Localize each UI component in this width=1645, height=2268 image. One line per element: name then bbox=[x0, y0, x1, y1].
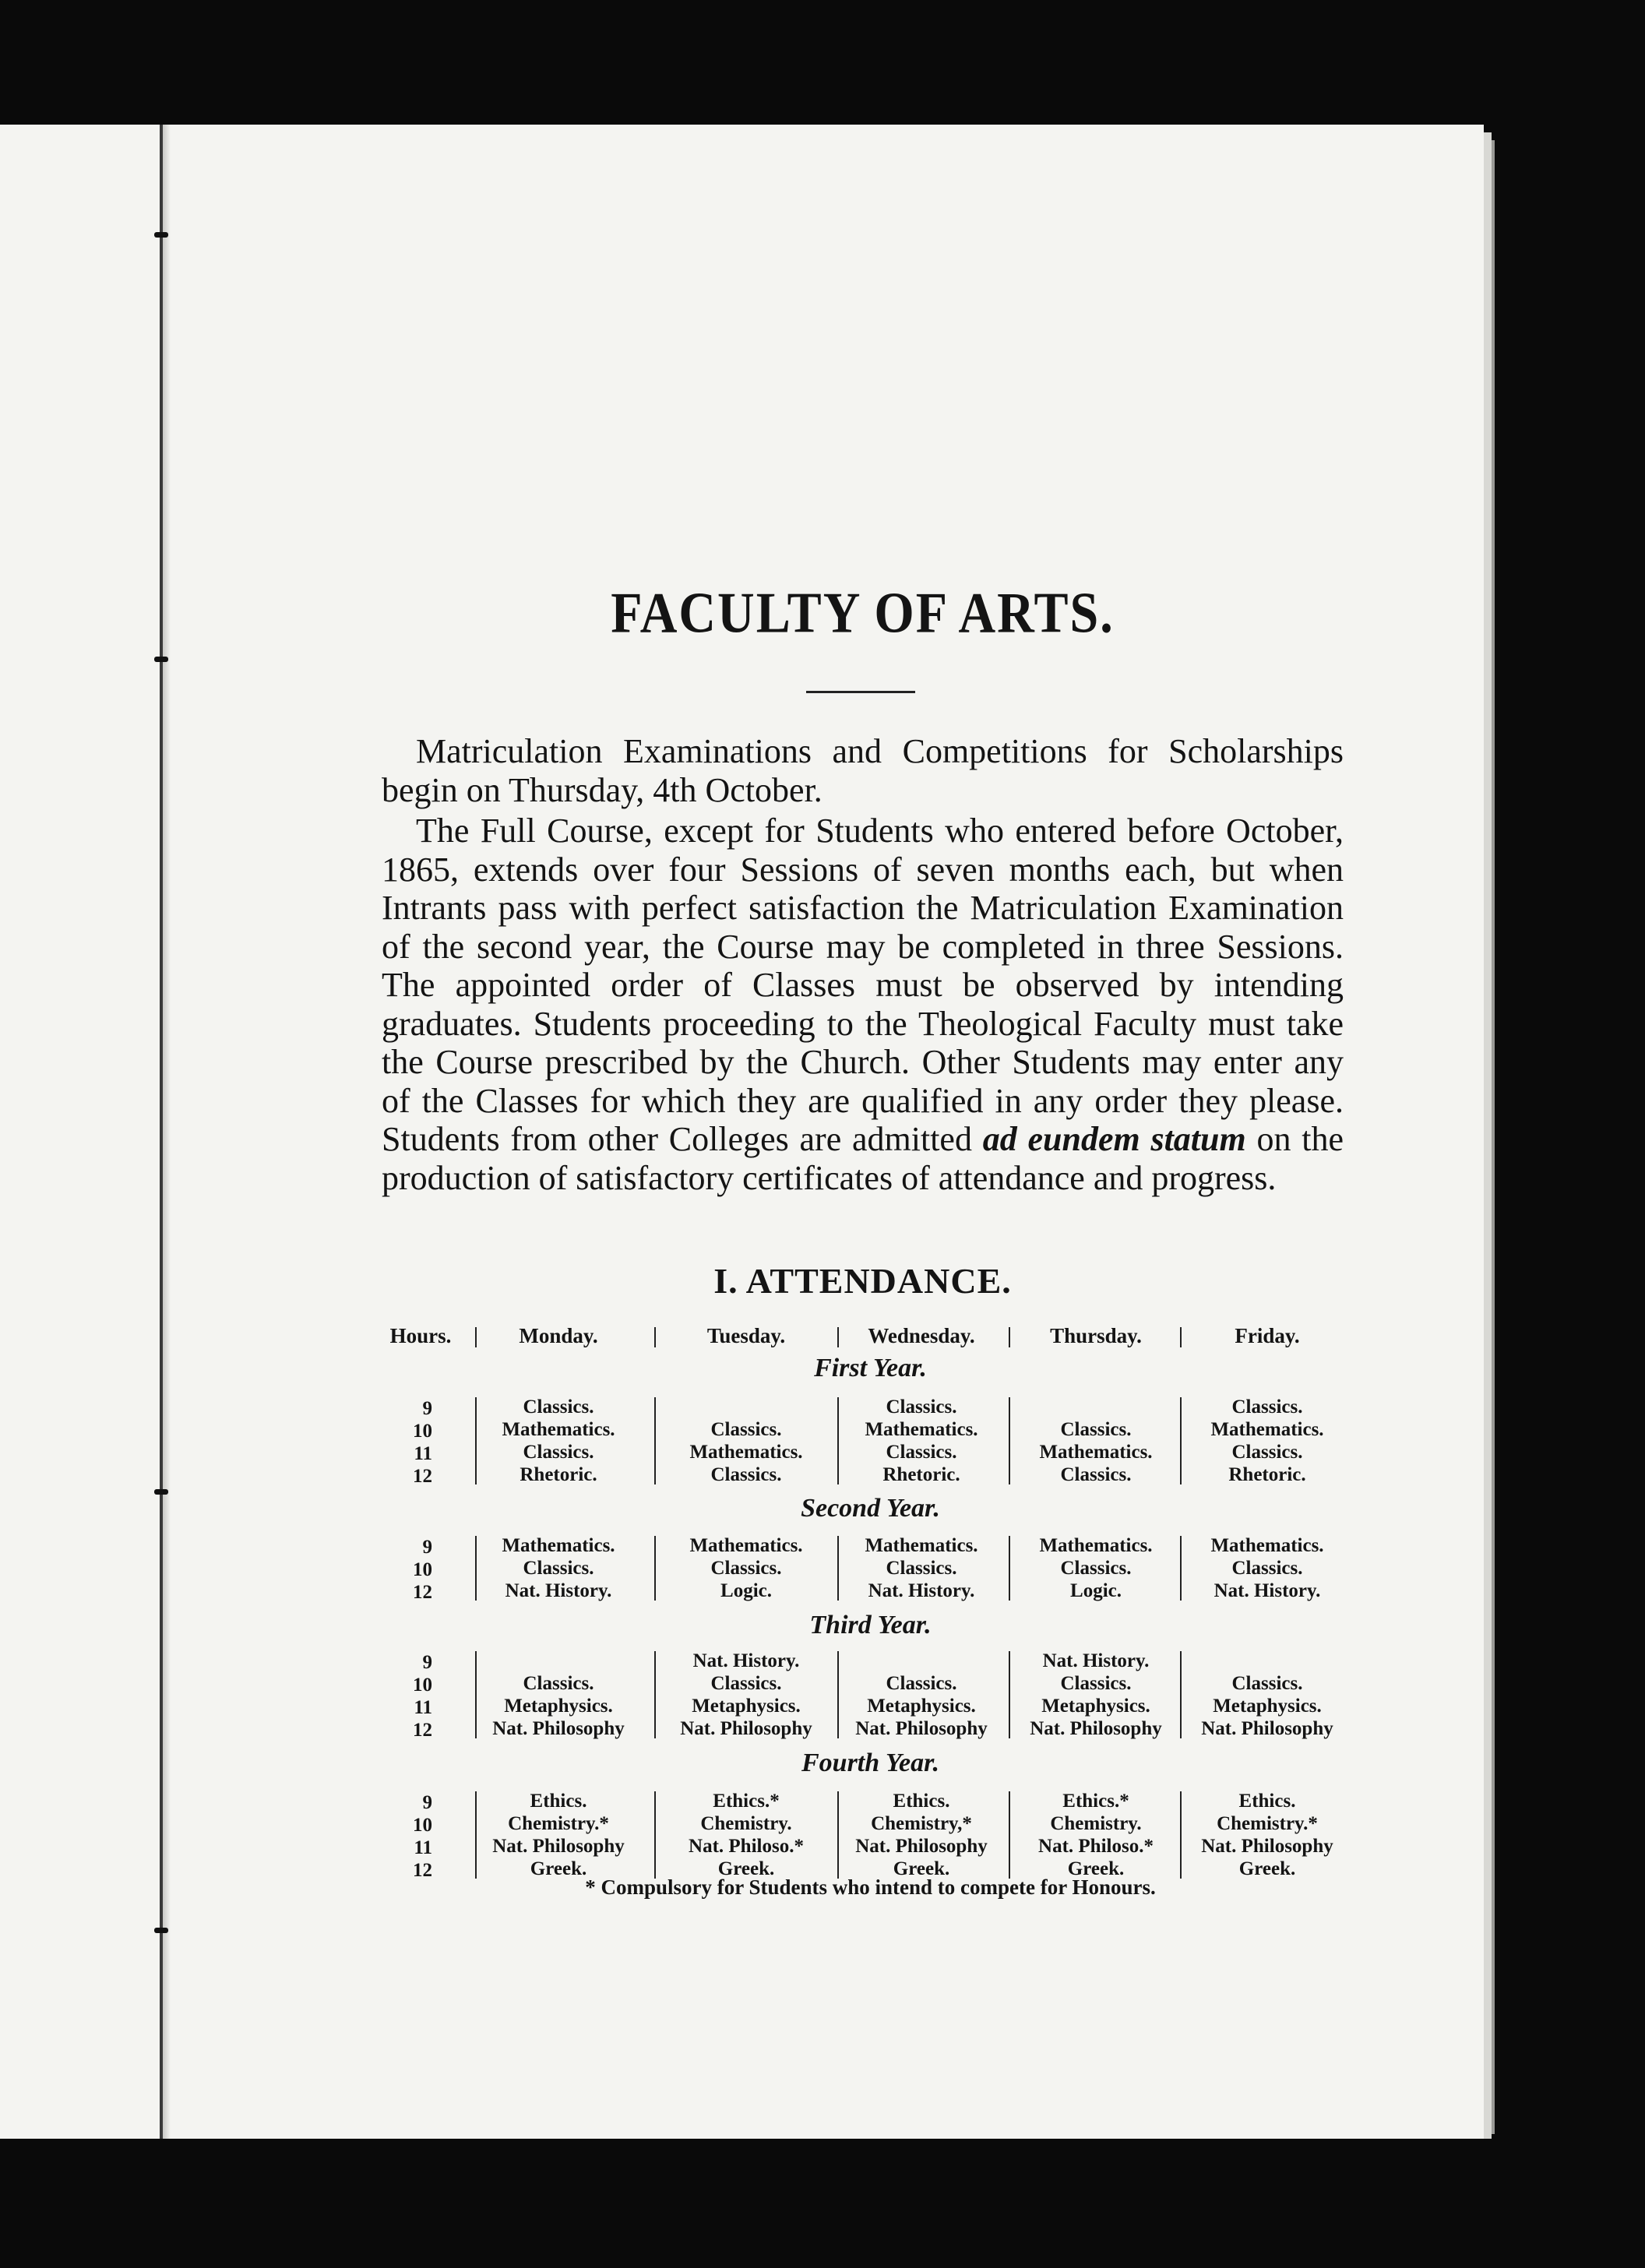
schedule-cell-thursday bbox=[1005, 1650, 1188, 1740]
schedule-cell-friday bbox=[1176, 1790, 1359, 1880]
hour-label: 9 bbox=[422, 1792, 432, 1813]
schedule-cell-thursday bbox=[1005, 1418, 1188, 1486]
schedule-cell-wednesday bbox=[830, 1534, 1013, 1602]
header-divider bbox=[1009, 1327, 1010, 1347]
binding-stitch bbox=[154, 657, 168, 662]
class-entry: Classics. bbox=[1060, 1673, 1132, 1694]
class-entry: Mathematics. bbox=[689, 1535, 803, 1556]
hour-label: 10 bbox=[413, 1675, 432, 1696]
class-entry: Classics. bbox=[523, 1558, 594, 1579]
column-divider bbox=[837, 1397, 839, 1484]
hour-label: 10 bbox=[413, 1559, 432, 1580]
class-entry: Mathematics. bbox=[1210, 1535, 1324, 1556]
schedule-cell-tuesday bbox=[655, 1534, 838, 1602]
class-entry: Nat. Philoso.* bbox=[689, 1836, 804, 1857]
hours-column bbox=[386, 1791, 432, 1882]
class-entry: Chemistry. bbox=[700, 1813, 792, 1834]
year-label: Third Year. bbox=[809, 1611, 932, 1639]
class-entry: Nat. Philosophy bbox=[855, 1718, 988, 1739]
class-entry: Chemistry. bbox=[1050, 1813, 1142, 1834]
column-header: Hours. bbox=[389, 1324, 452, 1347]
column-divider bbox=[475, 1397, 477, 1484]
class-entry: Classics. bbox=[1060, 1464, 1132, 1485]
class-entry: Nat. History. bbox=[868, 1580, 975, 1601]
class-entry: Classics. bbox=[886, 1673, 957, 1694]
class-entry: Nat. History. bbox=[1042, 1650, 1150, 1671]
gutter-shadow bbox=[163, 125, 171, 2139]
paragraph-italic-text: ad eundem statum bbox=[982, 1120, 1246, 1158]
header-divider bbox=[475, 1327, 477, 1347]
column-divider bbox=[837, 1536, 839, 1601]
class-entry: Classics. bbox=[710, 1419, 782, 1440]
class-entry: Greek. bbox=[717, 1858, 775, 1879]
header-divider bbox=[654, 1327, 656, 1347]
schedule-cell-wednesday bbox=[830, 1790, 1013, 1880]
class-entry: Mathematics. bbox=[1210, 1419, 1324, 1440]
class-entry: Nat. Philoso.* bbox=[1038, 1836, 1154, 1857]
schedule-footnote: * Compulsory for Students who intend to compete for Honours. bbox=[585, 1875, 1156, 1899]
class-entry: Greek. bbox=[530, 1858, 587, 1879]
schedule-cell-wednesday bbox=[830, 1672, 1013, 1740]
title-rule bbox=[806, 691, 915, 693]
class-entry: Classics. bbox=[1231, 1442, 1303, 1463]
class-entry: Classics. bbox=[1231, 1558, 1303, 1579]
class-entry: Mathematics. bbox=[502, 1535, 615, 1556]
column-divider bbox=[475, 1536, 477, 1601]
schedule-cell-friday bbox=[1176, 1534, 1359, 1602]
class-entry: Nat. Philosophy bbox=[1201, 1718, 1333, 1739]
class-entry: Nat. Philosophy bbox=[492, 1718, 625, 1739]
class-entry: Nat. Philosophy bbox=[492, 1836, 625, 1857]
column-header: Friday. bbox=[1235, 1324, 1300, 1347]
column-divider bbox=[1009, 1397, 1010, 1484]
column-divider bbox=[475, 1651, 477, 1738]
class-entry: Nat. Philosophy bbox=[680, 1718, 812, 1739]
column-header: Thursday. bbox=[1050, 1324, 1142, 1347]
schedule-cell-monday bbox=[467, 1534, 650, 1602]
class-entry: Chemistry.* bbox=[508, 1813, 609, 1834]
column-header: Monday. bbox=[519, 1324, 598, 1347]
paragraph-full-course bbox=[382, 812, 1344, 1197]
paragraph-text: The Full Course, except for Students who entered before October, 1865, extends over four Sessions of seven months each, but when Intrants pass with perfect satisfaction the Matriculation Examination of the second year, the Course may be completed in three Sessions. The appointed order of Classes must be observed by intending graduates. Students proceeding to the Theological Faculty must take the Course prescribed by the Church. Other Students may enter any of the Classes for which they are qualified in any order they please. Students from other Colleges are admitted bbox=[382, 812, 1344, 1158]
hours-column bbox=[386, 1651, 432, 1742]
binding-stitch bbox=[154, 1489, 168, 1495]
paragraph-matriculation bbox=[382, 732, 1344, 809]
class-entry: Rhetoric. bbox=[520, 1464, 597, 1485]
class-entry: Chemistry.* bbox=[1217, 1813, 1318, 1834]
class-entry: Ethics. bbox=[530, 1791, 587, 1812]
column-divider bbox=[1009, 1651, 1010, 1738]
schedule-cell-tuesday bbox=[655, 1418, 838, 1486]
hours-column bbox=[386, 1536, 432, 1604]
schedule-cell-monday bbox=[467, 1672, 650, 1740]
hour-label: 12 bbox=[413, 1720, 432, 1741]
class-entry: Rhetoric. bbox=[882, 1464, 960, 1485]
class-entry: Mathematics. bbox=[502, 1419, 615, 1440]
class-entry: Metaphysics. bbox=[1213, 1696, 1322, 1717]
class-entry: Nat. History. bbox=[1213, 1580, 1321, 1601]
header-divider bbox=[1180, 1327, 1182, 1347]
column-divider bbox=[1180, 1791, 1182, 1879]
hour-label: 12 bbox=[413, 1466, 432, 1487]
class-entry: Nat. History. bbox=[692, 1650, 800, 1671]
hour-label: 9 bbox=[422, 1537, 432, 1558]
class-entry: Greek. bbox=[1238, 1858, 1296, 1879]
column-divider bbox=[654, 1397, 656, 1484]
class-entry: Chemistry,* bbox=[871, 1813, 972, 1834]
class-entry: Classics. bbox=[886, 1396, 957, 1418]
paragraph-text: Matriculation Examinations and Competitions for Scholarships begin on Thursday, 4th October. bbox=[382, 732, 1344, 809]
class-entry: Classics. bbox=[1060, 1419, 1132, 1440]
hour-label: 12 bbox=[413, 1582, 432, 1603]
schedule-cell-friday bbox=[1176, 1672, 1359, 1740]
hour-label: 11 bbox=[414, 1443, 432, 1464]
schedule-cell-tuesday bbox=[655, 1650, 838, 1740]
class-entry: Metaphysics. bbox=[867, 1696, 976, 1717]
column-divider bbox=[837, 1651, 839, 1738]
schedule-cell-monday bbox=[467, 1790, 650, 1880]
schedule-cell-thursday bbox=[1005, 1790, 1188, 1880]
column-divider bbox=[475, 1791, 477, 1879]
year-label: First Year. bbox=[814, 1354, 927, 1382]
page-title: FACULTY OF ARTS. bbox=[611, 581, 1115, 646]
class-entry: Classics. bbox=[886, 1442, 957, 1463]
class-entry: Logic. bbox=[720, 1580, 772, 1601]
column-divider bbox=[654, 1791, 656, 1879]
class-entry: Metaphysics. bbox=[692, 1696, 801, 1717]
class-entry: Logic. bbox=[1070, 1580, 1122, 1601]
class-entry: Ethics.* bbox=[713, 1791, 780, 1812]
class-entry: Metaphysics. bbox=[1041, 1696, 1150, 1717]
hours-column bbox=[386, 1397, 432, 1488]
column-divider bbox=[1180, 1651, 1182, 1738]
class-entry: Classics. bbox=[1231, 1396, 1303, 1418]
attendance-heading: I. ATTENDANCE. bbox=[713, 1261, 1012, 1301]
column-divider bbox=[654, 1651, 656, 1738]
page-edge bbox=[1484, 132, 1492, 2139]
class-entry: Classics. bbox=[523, 1442, 594, 1463]
paragraph-text: on the production of satisfactory certificates of attendance and progress. bbox=[382, 1120, 1344, 1197]
schedule-cell-wednesday bbox=[830, 1396, 1013, 1486]
class-entry: Mathematics. bbox=[1039, 1535, 1153, 1556]
class-entry: Classics. bbox=[710, 1464, 782, 1485]
class-entry: Mathematics. bbox=[1039, 1442, 1153, 1463]
class-entry: Ethics. bbox=[893, 1791, 950, 1812]
schedule-cell-friday bbox=[1176, 1396, 1359, 1486]
binding-stitch bbox=[154, 232, 168, 238]
schedule-cell-thursday bbox=[1005, 1534, 1188, 1602]
class-entry: Rhetoric. bbox=[1228, 1464, 1306, 1485]
class-entry: Nat. History. bbox=[505, 1580, 612, 1601]
column-divider bbox=[837, 1791, 839, 1879]
year-label: Fourth Year. bbox=[801, 1749, 939, 1777]
class-entry: Classics. bbox=[1231, 1673, 1303, 1694]
class-entry: Classics. bbox=[710, 1673, 782, 1694]
page-edge-shadow bbox=[1492, 140, 1495, 2134]
class-entry: Classics. bbox=[710, 1558, 782, 1579]
schedule-cell-tuesday bbox=[655, 1790, 838, 1880]
class-entry: Metaphysics. bbox=[504, 1696, 613, 1717]
class-entry: Classics. bbox=[523, 1396, 594, 1418]
class-entry: Classics. bbox=[886, 1558, 957, 1579]
class-entry: Nat. Philosophy bbox=[855, 1836, 988, 1857]
class-entry: Mathematics. bbox=[865, 1535, 978, 1556]
class-entry: Mathematics. bbox=[689, 1442, 803, 1463]
class-entry: Classics. bbox=[523, 1673, 594, 1694]
hour-label: 9 bbox=[422, 1652, 432, 1673]
header-divider bbox=[837, 1327, 839, 1347]
hour-label: 10 bbox=[413, 1815, 432, 1836]
class-entry: Greek. bbox=[893, 1858, 950, 1879]
hour-label: 12 bbox=[413, 1860, 432, 1881]
column-header: Wednesday. bbox=[868, 1324, 975, 1347]
column-divider bbox=[1009, 1536, 1010, 1601]
class-entry: Greek. bbox=[1067, 1858, 1125, 1879]
hour-label: 11 bbox=[414, 1837, 432, 1858]
class-entry: Mathematics. bbox=[865, 1419, 978, 1440]
column-header: Tuesday. bbox=[706, 1324, 786, 1347]
hour-label: 10 bbox=[413, 1421, 432, 1442]
column-divider bbox=[1180, 1536, 1182, 1601]
column-divider bbox=[654, 1536, 656, 1601]
column-divider bbox=[1009, 1791, 1010, 1879]
class-entry: Ethics. bbox=[1238, 1791, 1296, 1812]
hour-label: 9 bbox=[422, 1398, 432, 1419]
column-divider bbox=[1180, 1397, 1182, 1484]
class-entry: Nat. Philosophy bbox=[1201, 1836, 1333, 1857]
hour-label: 11 bbox=[414, 1697, 432, 1718]
class-entry: Ethics.* bbox=[1062, 1791, 1129, 1812]
schedule-cell-monday bbox=[467, 1396, 650, 1486]
year-label: Second Year. bbox=[801, 1494, 940, 1523]
class-entry: Nat. Philosophy bbox=[1030, 1718, 1162, 1739]
binding-stitch bbox=[154, 1928, 168, 1933]
class-entry: Classics. bbox=[1060, 1558, 1132, 1579]
